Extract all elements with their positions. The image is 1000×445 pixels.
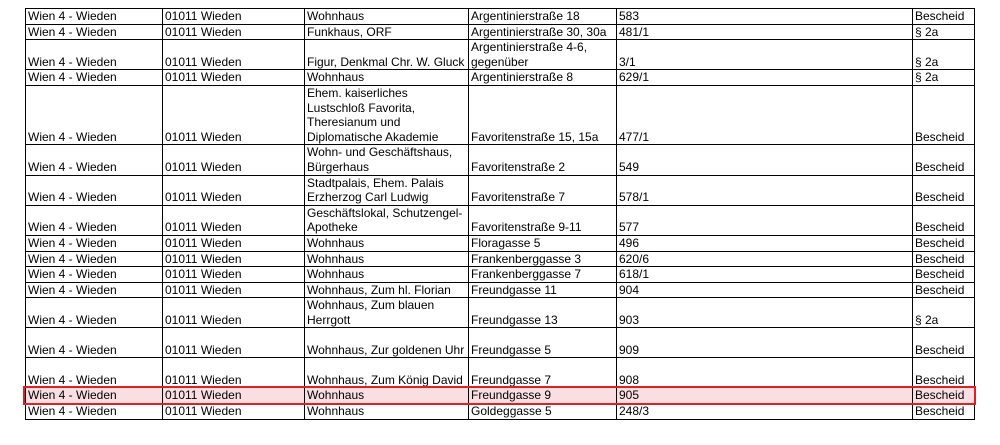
- plot-number-cell: 908: [617, 358, 913, 388]
- table-row: [26, 70, 975, 86]
- status-cell: Bescheid: [913, 358, 975, 388]
- plot-number-cell: 496: [617, 235, 913, 251]
- address-cell: Goldeggasse 5: [469, 404, 617, 420]
- object-cell: Wohnhaus: [305, 404, 469, 420]
- plot-number-cell: 904: [617, 282, 913, 298]
- address-cell: Argentinierstraße 18: [469, 9, 617, 25]
- plot-number-cell: 620/6: [617, 251, 913, 267]
- plot-number-cell: 909: [617, 328, 913, 358]
- address-cell: Favoritenstraße 9-11: [469, 205, 617, 235]
- object-cell: Wohnhaus: [305, 251, 469, 267]
- plot-number-cell: 578/1: [617, 175, 913, 205]
- address-cell: Frankenberggasse 3: [469, 251, 617, 267]
- cadastral-community-cell: 01011 Wieden: [163, 40, 305, 70]
- cadastral-community-cell: 01011 Wieden: [163, 24, 305, 40]
- table-row: [26, 85, 975, 144]
- object-cell: Wohnhaus, Zum hl. Florian: [305, 282, 469, 298]
- address-cell: Freundgasse 11: [469, 282, 617, 298]
- district-cell: Wien 4 - Wieden: [26, 328, 163, 358]
- district-cell: Wien 4 - Wieden: [26, 70, 163, 86]
- plot-number-cell: 903: [617, 298, 913, 328]
- table-row: [26, 282, 975, 298]
- district-cell: Wien 4 - Wieden: [26, 388, 163, 404]
- district-cell: Wien 4 - Wieden: [26, 175, 163, 205]
- address-cell: Freundgasse 5: [469, 328, 617, 358]
- district-cell: Wien 4 - Wieden: [26, 358, 163, 388]
- district-cell: Wien 4 - Wieden: [26, 85, 163, 144]
- object-cell: Wohn- und Geschäftshaus, Bürgerhaus: [305, 145, 469, 175]
- address-cell: Favoritenstraße 2: [469, 145, 617, 175]
- district-cell: Wien 4 - Wieden: [26, 145, 163, 175]
- cadastral-community-cell: 01011 Wieden: [163, 267, 305, 283]
- district-cell: Wien 4 - Wieden: [26, 282, 163, 298]
- status-cell: Bescheid: [913, 404, 975, 420]
- object-cell: Wohnhaus: [305, 9, 469, 25]
- address-cell: Freundgasse 13: [469, 298, 617, 328]
- address-cell: Argentinierstraße 4-6, gegenüber: [469, 40, 617, 70]
- table-row: [26, 251, 975, 267]
- cadastral-community-cell: 01011 Wieden: [163, 70, 305, 86]
- district-cell: Wien 4 - Wieden: [26, 251, 163, 267]
- cadastral-community-cell: 01011 Wieden: [163, 328, 305, 358]
- status-cell: Bescheid: [913, 85, 975, 144]
- cadastral-community-cell: 01011 Wieden: [163, 298, 305, 328]
- object-cell: Wohnhaus, Zur goldenen Uhr: [305, 328, 469, 358]
- district-cell: Wien 4 - Wieden: [26, 298, 163, 328]
- monument-register-table: [25, 8, 975, 420]
- object-cell: Ehem. kaiserliches Lustschloß Favorita, Theresianum und Diplomatische Akademie: [305, 85, 469, 144]
- address-cell: Floragasse 5: [469, 235, 617, 251]
- district-cell: Wien 4 - Wieden: [26, 24, 163, 40]
- district-cell: Wien 4 - Wieden: [26, 205, 163, 235]
- object-cell: Wohnhaus: [305, 267, 469, 283]
- status-cell: Bescheid: [913, 267, 975, 283]
- district-cell: Wien 4 - Wieden: [26, 9, 163, 25]
- plot-number-cell: 618/1: [617, 267, 913, 283]
- object-cell: Wohnhaus: [305, 235, 469, 251]
- object-cell: Geschäftslokal, Schutzengel- Apotheke: [305, 205, 469, 235]
- status-cell: Bescheid: [913, 175, 975, 205]
- object-cell: Stadtpalais, Ehem. Palais Erzherzog Carl Ludwig: [305, 175, 469, 205]
- object-cell: Funkhaus, ORF: [305, 24, 469, 40]
- table-row: [26, 40, 975, 70]
- cadastral-community-cell: 01011 Wieden: [163, 404, 305, 420]
- plot-number-cell: 549: [617, 145, 913, 175]
- address-cell: Argentinierstraße 8: [469, 70, 617, 86]
- cadastral-community-cell: 01011 Wieden: [163, 9, 305, 25]
- status-cell: Bescheid: [913, 235, 975, 251]
- status-cell: § 2a: [913, 298, 975, 328]
- table-row: [26, 404, 975, 420]
- cadastral-community-cell: 01011 Wieden: [163, 175, 305, 205]
- plot-number-cell: 3/1: [617, 40, 913, 70]
- cadastral-community-cell: 01011 Wieden: [163, 388, 305, 404]
- status-cell: § 2a: [913, 40, 975, 70]
- status-cell: Bescheid: [913, 328, 975, 358]
- district-cell: Wien 4 - Wieden: [26, 404, 163, 420]
- district-cell: Wien 4 - Wieden: [26, 40, 163, 70]
- plot-number-cell: 477/1: [617, 85, 913, 144]
- address-cell: Frankenberggasse 7: [469, 267, 617, 283]
- plot-number-cell: 248/3: [617, 404, 913, 420]
- cadastral-community-cell: 01011 Wieden: [163, 358, 305, 388]
- table-body: [26, 9, 975, 420]
- cadastral-community-cell: 01011 Wieden: [163, 251, 305, 267]
- table-row: [26, 267, 975, 283]
- status-cell: Bescheid: [913, 282, 975, 298]
- table-row: [26, 235, 975, 251]
- cadastral-community-cell: 01011 Wieden: [163, 235, 305, 251]
- status-cell: Bescheid: [913, 205, 975, 235]
- status-cell: Bescheid: [913, 145, 975, 175]
- address-cell: Favoritenstraße 15, 15a: [469, 85, 617, 144]
- address-cell: Freundgasse 9: [469, 388, 617, 404]
- plot-number-cell: 577: [617, 205, 913, 235]
- object-cell: Wohnhaus: [305, 388, 469, 404]
- plot-number-cell: 629/1: [617, 70, 913, 86]
- district-cell: Wien 4 - Wieden: [26, 267, 163, 283]
- cadastral-community-cell: 01011 Wieden: [163, 85, 305, 144]
- table-row-highlighted: [26, 388, 975, 404]
- status-cell: § 2a: [913, 70, 975, 86]
- status-cell: § 2a: [913, 24, 975, 40]
- status-cell: Bescheid: [913, 388, 975, 404]
- status-cell: Bescheid: [913, 9, 975, 25]
- table-row: [26, 328, 975, 358]
- table-row: [26, 358, 975, 388]
- table-row: [26, 175, 975, 205]
- address-cell: Argentinierstraße 30, 30a: [469, 24, 617, 40]
- object-cell: Wohnhaus, Zum König David: [305, 358, 469, 388]
- object-cell: Figur, Denkmal Chr. W. Gluck: [305, 40, 469, 70]
- plot-number-cell: 583: [617, 9, 913, 25]
- table-row: [26, 9, 975, 25]
- cadastral-community-cell: 01011 Wieden: [163, 145, 305, 175]
- address-cell: Favoritenstraße 7: [469, 175, 617, 205]
- address-cell: Freundgasse 7: [469, 358, 617, 388]
- plot-number-cell: 905: [617, 388, 913, 404]
- table-row: [26, 24, 975, 40]
- table-row: [26, 145, 975, 175]
- object-cell: Wohnhaus: [305, 70, 469, 86]
- cadastral-community-cell: 01011 Wieden: [163, 205, 305, 235]
- status-cell: Bescheid: [913, 251, 975, 267]
- object-cell: Wohnhaus, Zum blauen Herrgott: [305, 298, 469, 328]
- table-row: [26, 205, 975, 235]
- plot-number-cell: 481/1: [617, 24, 913, 40]
- table-row: [26, 298, 975, 328]
- district-cell: Wien 4 - Wieden: [26, 235, 163, 251]
- cadastral-community-cell: 01011 Wieden: [163, 282, 305, 298]
